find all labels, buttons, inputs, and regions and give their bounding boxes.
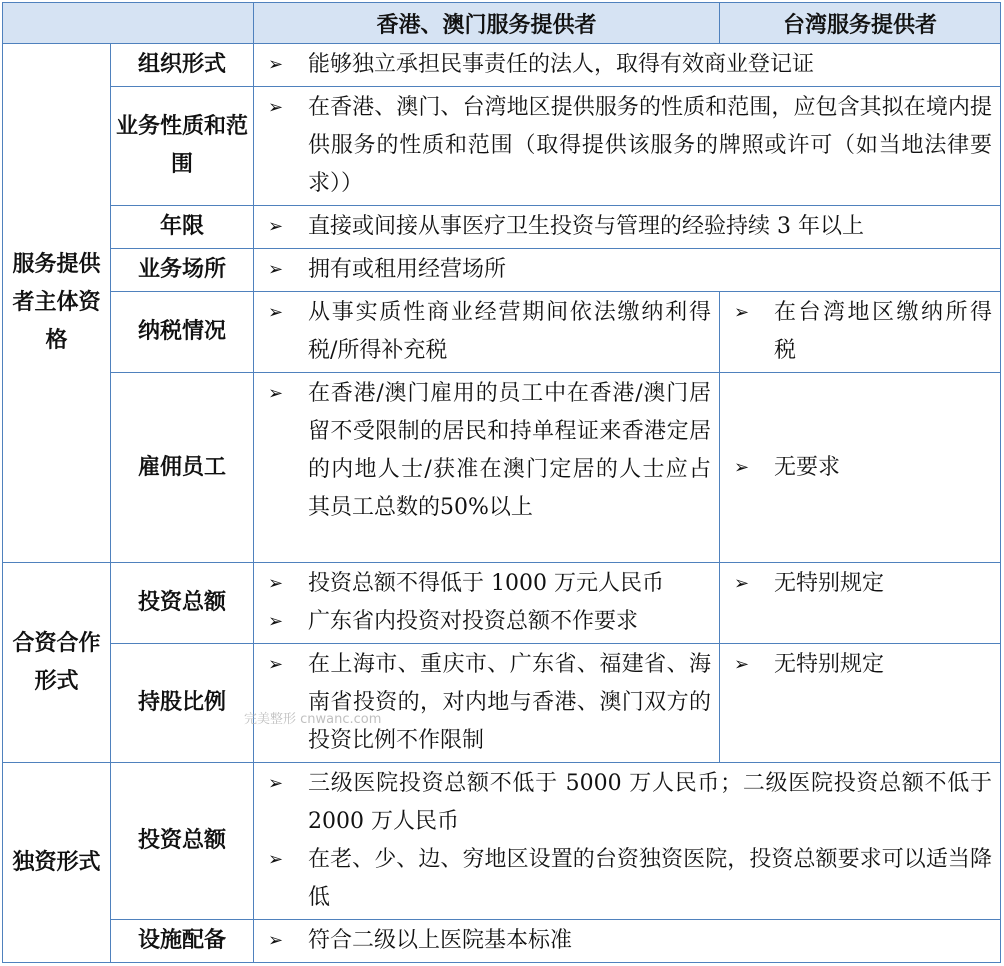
table-row <box>3 206 1001 249</box>
shared-requirement-cell <box>254 920 1001 963</box>
section-category: 服务提供者主体资格 <box>3 44 111 563</box>
header-taiwan: 台湾服务提供者 <box>720 3 1001 44</box>
bullet-item <box>268 375 711 527</box>
arrow-bullet-icon: ➢ <box>268 654 284 675</box>
section-category: 独资形式 <box>3 763 111 963</box>
taiwan-requirement-cell <box>720 373 1001 563</box>
arrow-bullet-icon: ➢ <box>734 302 750 323</box>
bullet-item <box>734 294 992 370</box>
bullet-text: 在香港、澳门、台湾地区提供服务的性质和范围，应包含其拟在境内提供服务的性质和范围（取得提供该服务的牌照或许可（如当地法律要求）） <box>308 95 992 196</box>
bullet-item <box>268 208 992 246</box>
table-row <box>3 87 1001 206</box>
bullet-text: 在香港/澳门雇用的员工中在香港/澳门居留不受限制的居民和持单程证来香港定居的内地人士/获准在澳门定居的人士应占其员工总数的50%以上 <box>308 381 711 520</box>
bullet-text: 三级医院投资总额不低于 5000 万人民币；二级医院投资总额不低于 2000 万人民币 <box>308 771 992 834</box>
bullet-text: 从事实质性商业经营期间依法缴纳利得税/所得补充税 <box>308 300 711 363</box>
header-row <box>3 3 1001 44</box>
section-category: 合资合作形式 <box>3 563 111 763</box>
hk-macau-requirement-cell <box>254 644 720 763</box>
bullet-text: 广东省内投资对投资总额不作要求 <box>308 609 639 634</box>
row-label: 年限 <box>111 206 254 249</box>
row-label: 业务性质和范围 <box>111 87 254 206</box>
bullet-item <box>268 294 711 370</box>
bullet-text: 在台湾地区缴纳所得税 <box>774 300 992 363</box>
table-row <box>3 44 1001 87</box>
arrow-bullet-icon: ➢ <box>268 930 284 951</box>
arrow-bullet-icon: ➢ <box>268 611 284 632</box>
bullet-text: 能够独立承担民事责任的法人，取得有效商业登记证 <box>308 52 815 77</box>
bullet-item <box>734 565 992 603</box>
bullet-item <box>268 89 992 203</box>
bullet-item <box>268 565 711 603</box>
hospital-investment-requirements-table <box>2 2 1001 963</box>
bullet-text: 在上海市、重庆市、广东省、福建省、海南省投资的，对内地与香港、澳门双方的投资比例不作限制 <box>308 652 711 753</box>
arrow-bullet-icon: ➢ <box>268 216 284 237</box>
hk-macau-requirement-cell <box>254 292 720 373</box>
header-blank <box>3 3 254 44</box>
row-label: 组织形式 <box>111 44 254 87</box>
bullet-text: 符合二级以上医院基本标准 <box>308 928 573 953</box>
row-label: 持股比例 <box>111 644 254 763</box>
bullet-text: 投资总额不得低于 1000 万元人民币 <box>308 571 664 596</box>
bullet-item <box>734 449 992 487</box>
row-label: 雇佣员工 <box>111 373 254 563</box>
header-hk-macau: 香港、澳门服务提供者 <box>254 3 720 44</box>
bullet-item <box>268 251 992 289</box>
bullet-text: 无特别规定 <box>774 571 885 596</box>
arrow-bullet-icon: ➢ <box>268 773 284 794</box>
row-label: 纳税情况 <box>111 292 254 373</box>
row-label: 投资总额 <box>111 563 254 644</box>
bullet-item <box>734 646 992 684</box>
bullet-text: 无要求 <box>774 454 841 480</box>
table-row <box>3 563 1001 644</box>
bullet-item <box>268 841 992 917</box>
table-row <box>3 292 1001 373</box>
row-label: 业务场所 <box>111 249 254 292</box>
table-row <box>3 249 1001 292</box>
shared-requirement-cell <box>254 763 1001 920</box>
bullet-item <box>268 603 711 641</box>
table-body <box>3 44 1001 963</box>
bullet-text: 拥有或租用经营场所 <box>308 257 507 282</box>
taiwan-requirement-cell <box>720 563 1001 644</box>
bullet-item <box>268 922 992 960</box>
row-label: 设施配备 <box>111 920 254 963</box>
watermark: 完美整形 cnwanc.com <box>244 712 382 727</box>
bullet-text: 直接或间接从事医疗卫生投资与管理的经验持续 3 年以上 <box>308 214 864 239</box>
shared-requirement-cell <box>254 44 1001 87</box>
bullet-text: 在老、少、边、穷地区设置的台资独资医院，投资总额要求可以适当降低 <box>308 847 992 910</box>
arrow-bullet-icon: ➢ <box>268 573 284 594</box>
table-row <box>3 373 1001 563</box>
shared-requirement-cell <box>254 87 1001 206</box>
arrow-bullet-icon: ➢ <box>268 302 284 323</box>
bullet-text: 无特别规定 <box>774 652 885 677</box>
taiwan-requirement-cell <box>720 644 1001 763</box>
table-row <box>3 763 1001 920</box>
bullet-item <box>268 46 992 84</box>
hk-macau-requirement-cell <box>254 373 720 563</box>
shared-requirement-cell <box>254 206 1001 249</box>
bullet-item <box>268 646 711 760</box>
hk-macau-requirement-cell <box>254 563 720 644</box>
shared-requirement-cell <box>254 249 1001 292</box>
bullet-item <box>268 765 992 841</box>
table-row <box>3 644 1001 763</box>
arrow-bullet-icon: ➢ <box>734 456 750 478</box>
arrow-bullet-icon: ➢ <box>268 849 284 870</box>
arrow-bullet-icon: ➢ <box>268 259 284 280</box>
table-row <box>3 920 1001 963</box>
arrow-bullet-icon: ➢ <box>268 383 284 404</box>
arrow-bullet-icon: ➢ <box>734 654 750 675</box>
arrow-bullet-icon: ➢ <box>734 573 750 594</box>
arrow-bullet-icon: ➢ <box>268 97 284 118</box>
row-label: 投资总额 <box>111 763 254 920</box>
arrow-bullet-icon: ➢ <box>268 54 284 75</box>
taiwan-requirement-cell <box>720 292 1001 373</box>
